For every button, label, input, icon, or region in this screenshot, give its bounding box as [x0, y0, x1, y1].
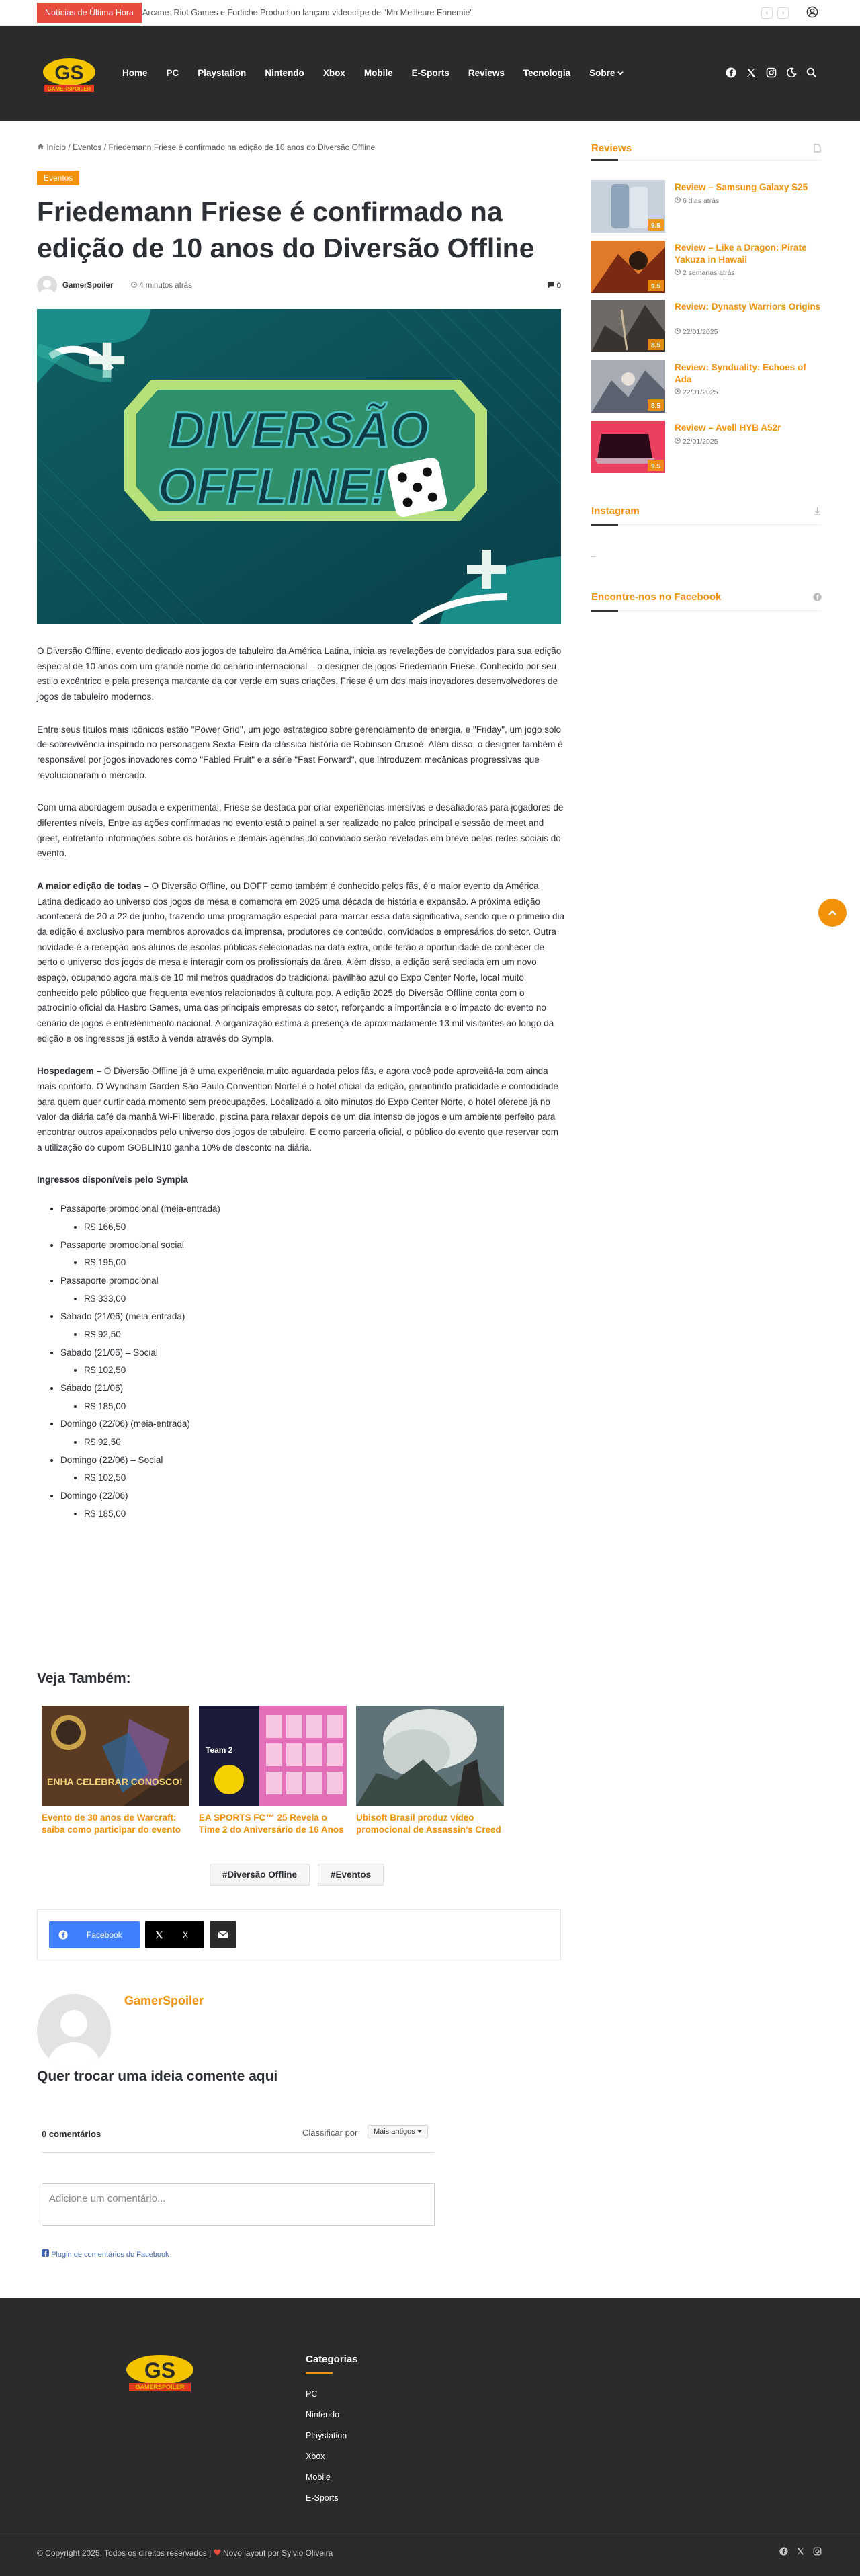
footer-accent-line [306, 2372, 333, 2374]
clock-icon [675, 388, 681, 394]
sort-select-value: Mais antigos [374, 2128, 415, 2136]
sidebar-accent-line [591, 159, 618, 161]
review-title: Review – Avell HYB A52r [675, 423, 781, 433]
review-title: Review: Synduality: Echoes of Ada [675, 362, 806, 384]
comments-count: 0 [556, 282, 561, 290]
review-date-text: 22/01/2025 [682, 388, 718, 397]
author-box-avatar[interactable] [37, 1994, 111, 2068]
back-to-top-button[interactable] [818, 899, 847, 927]
layout-credit: Novo layout por Sylvio Oliveira [222, 2548, 333, 2558]
footer-categories [306, 2389, 347, 2514]
share-email-button[interactable] [210, 1921, 236, 1948]
share-facebook-button[interactable] [49, 1921, 140, 1948]
related-post-image [42, 1706, 189, 1806]
x-twitter-icon [155, 1930, 164, 1940]
nav-xbox[interactable]: Xbox [322, 68, 345, 78]
review-date-text: 6 dias atrás [682, 197, 720, 205]
related-posts [42, 1706, 504, 1836]
review-score: 8.5 [651, 342, 660, 349]
related-post-image-text: ENHA CELEBRAR CONOSCO! [47, 1776, 183, 1787]
facebook-icon [813, 593, 822, 601]
review-date [675, 269, 735, 277]
comments-total: 0 comentários [42, 2129, 101, 2139]
ticket-name: Domingo (22/06) [60, 1490, 128, 1501]
logo-subtext: GAMERSPOILER [47, 86, 91, 92]
ticket-item [60, 1489, 564, 1522]
review-title: Review – Samsung Galaxy S25 [675, 182, 808, 192]
ticket-name: Sábado (21/06) [60, 1382, 124, 1393]
ticker-prev-button[interactable]: ‹ [761, 7, 773, 19]
nav-reviews[interactable]: Reviews [468, 68, 505, 78]
related-post-image [356, 1706, 504, 1806]
chevron-down-icon [617, 70, 624, 76]
instagram-icon[interactable] [766, 67, 777, 78]
facebook-square-icon [42, 2249, 49, 2257]
nav-sobre-label: Sobre [589, 68, 615, 78]
sort-label: Classificar por [302, 2128, 358, 2138]
copyright [37, 2548, 333, 2558]
ticket-price: • R$ 195,00 [84, 1255, 564, 1271]
ticket-name: Sábado (21/06) – Social [60, 1347, 158, 1358]
review-thumbnail [591, 421, 665, 473]
facebook-plugin-text: Plugin de comentários do Facebook [51, 2251, 169, 2259]
facebook-icon [58, 1930, 68, 1940]
chevron-up-icon [828, 908, 837, 917]
post-time-text: 4 minutos atrás [139, 282, 192, 290]
review-date-text: 22/01/2025 [682, 328, 718, 336]
page-title: Friedemann Friese é confirmado na edição de 10 anos do Diversão Offline [37, 196, 535, 264]
review-score: 9.5 [651, 222, 660, 230]
ticket-price: • R$ 102,50 [84, 1470, 564, 1486]
article-body [37, 644, 564, 1524]
sort-select[interactable] [368, 2125, 428, 2138]
related-post-image [199, 1706, 347, 1806]
footer-category-xbox[interactable]: Xbox [306, 2452, 325, 2461]
review-title: Review: Dynasty Warriors Origins [675, 302, 821, 312]
logo-text: GS [54, 62, 84, 84]
sidebar-divider [591, 524, 822, 525]
breadcrumb-home[interactable]: Início [46, 142, 67, 152]
download-icon [813, 507, 822, 515]
ticket-item [60, 1274, 564, 1306]
main-nav [113, 26, 633, 121]
review-date [675, 328, 718, 336]
sidebar-accent-line [591, 524, 618, 526]
footer-logo-subtext: GAMERSPOILER [135, 2384, 185, 2391]
related-post[interactable] [42, 1706, 189, 1836]
clock-icon [131, 282, 137, 288]
clock-icon [675, 328, 681, 334]
avatar-placeholder-icon [37, 276, 57, 296]
document-icon [813, 144, 822, 153]
breadcrumb-separator: / [103, 142, 107, 152]
review-score: 8.5 [651, 403, 660, 410]
breaking-news-bar [0, 0, 860, 26]
ticket-name: Passaporte promocional (meia-entrada) [60, 1204, 220, 1214]
nav-home[interactable]: Home [122, 68, 148, 78]
ticket-item [60, 1453, 564, 1486]
facebook-comments [42, 2120, 435, 2261]
nav-esports[interactable]: E-Sports [411, 68, 449, 78]
post-meta [37, 276, 561, 296]
share-box [37, 1909, 561, 1960]
footer-bottom-bar [0, 2534, 860, 2576]
site-footer [0, 2298, 860, 2576]
hero-image [37, 309, 561, 624]
footer-categories-title: Categorias [306, 2354, 358, 2365]
breaking-news-link[interactable]: Arcane: Riot Games e Fortiche Production lançam videoclipe de "Ma Meilleure Ennemie" [142, 8, 473, 17]
author-name[interactable]: GamerSpoiler [62, 282, 114, 290]
tag-eventos[interactable]: #Eventos [318, 1864, 384, 1886]
review-thumbnail [591, 300, 665, 352]
avatar-placeholder-icon [37, 1994, 111, 2068]
footer-category-nintendo[interactable]: Nintendo [306, 2410, 340, 2419]
ticket-item [60, 1345, 564, 1378]
review-thumbnail [591, 360, 665, 413]
facebook-plugin-link[interactable] [42, 2249, 169, 2259]
post-tags [210, 1864, 384, 1886]
see-also-heading: Veja Também: [37, 1671, 131, 1686]
breadcrumb-category[interactable]: Eventos [73, 142, 102, 152]
email-icon [218, 1930, 228, 1940]
ticket-price: • R$ 102,50 [84, 1363, 564, 1378]
related-post[interactable] [199, 1706, 347, 1836]
paragraph-text: O Diversão Offline já é uma experiência muito aguardada pelos fãs, e agora você pode aproveitá-la com ainda mais conforto. O Wyndham Garden São Paulo Convention Nortel é o hotel oficial da edição, garantindo praticidade e comodidade para quem quer curtir cada momento sem preocupações. Localizado a oito minutos do Expo Center Norte, o hotel oferece já no valor da diária café da manhã Wi-Fi liberado, piscina para relaxar depois de um dia intenso de jogos e um ambiente perfeito para encontrar outros apaixonados pelo universo dos jogos de tabuleiro. E como parceria oficial, o público do evento que reservar com a utilização do cupom GOBLIN10 ganha 10% de desconto na diária. [37, 1066, 558, 1153]
hero-text-line2: OFFLINE! [157, 459, 387, 515]
ticket-price: • R$ 92,50 [84, 1327, 564, 1343]
review-score: 9.5 [651, 463, 660, 470]
review-item[interactable] [591, 421, 822, 474]
hero-text-line1: DIVERSÃO [169, 402, 429, 458]
nav-tecnologia[interactable]: Tecnologia [523, 68, 571, 78]
author-box-name[interactable]: GamerSpoiler [124, 1994, 204, 2007]
review-item[interactable] [591, 241, 822, 294]
clock-icon [675, 269, 681, 275]
paragraph-lead: Hospedagem – [37, 1066, 102, 1077]
review-thumbnail [591, 241, 665, 293]
ticket-list [60, 1202, 564, 1522]
footer-category-playstation[interactable]: Playstation [306, 2431, 347, 2440]
review-date [675, 197, 719, 205]
ticket-price: • R$ 166,50 [84, 1220, 564, 1235]
home-icon [37, 143, 44, 150]
sidebar-facebook-title: Encontre-nos no Facebook [591, 591, 722, 603]
related-post[interactable] [356, 1706, 504, 1836]
ticket-item [60, 1202, 564, 1235]
article-paragraph: O Diversão Offline, evento dedicado aos jogos de tabuleiro da América Latina, inicia as revelações de convidados para sua edição especial de 10 anos com um grande nome do cenário internacional – o designer de jogos Friedemann Friese. Conhecido por seu estilo excêntrico e pela presença marcante da cor verde em suas criações, Friese é um dos mais inovadores desenvolvedores de jogos de tabuleiro modernos. [37, 646, 562, 702]
review-date-text: 2 semanas atrás [682, 269, 735, 277]
dark-mode-icon[interactable] [786, 67, 797, 78]
share-x-button[interactable] [145, 1921, 204, 1948]
review-item[interactable] [591, 180, 822, 234]
footer-category-mobile[interactable]: Mobile [306, 2473, 331, 2482]
article-paragraph [37, 1064, 564, 1155]
search-icon[interactable] [806, 67, 817, 78]
review-date [675, 388, 718, 397]
related-post-title: Evento de 30 anos de Warcraft: saiba como participar do evento [42, 1813, 181, 1835]
footer-logo-text: GS [144, 2358, 176, 2382]
review-date [675, 438, 718, 446]
ticket-price: • R$ 185,00 [84, 1507, 564, 1522]
review-thumbnail [591, 180, 665, 233]
ticket-name: Domingo (22/06) (meia-entrada) [60, 1419, 190, 1429]
comments-heading: Quer trocar uma ideia comente aqui [37, 2069, 278, 2084]
share-facebook-label: Facebook [87, 1930, 122, 1940]
nav-pc[interactable]: PC [166, 68, 179, 78]
sidebar-divider [591, 160, 822, 161]
footer-category-esports[interactable]: E-Sports [306, 2493, 339, 2503]
ticket-item [60, 1381, 564, 1414]
paragraph-text: O Diversão Offline, ou DOFF como também é conhecido pelos fãs, é o maior evento da América Latina dedicado ao universo dos jogos de mesa e comemora em 2025 uma década de história e expansão. A próxima edição acontecerá de 20 a 22 de junho, trazendo uma programação especial para marcar essa data significativa, sendo que o primeiro dia da edição é exclusivo para membros aprovados da imprensa, produtores de conteúdo, convidados e empresários do setor. Outra novidade é a recepção aos alunos de escolas públicas selecionadas na data extra, onde terão a oportunidade de conhecer de perto o universo dos jogos de mesa e interagir com os profissionais da área. Além disso, a edição será sediada em um novo espaço, ocupando agora mais de 10 mil metros quadrados do tradicional pavilhão azul do Expo Center Norte, local muito conhecido pelo público que frequenta eventos relacionados à cultura pop. A edição 2025 do Diversão Offline conta com o patrocínio oficial da Hasbro Games, uma das principais empresas do setor, reforçando a importância e o impacto do evento no cenário de jogos e entretenimento nacional. A organização estima a presença de aproximadamente 13 mil visitantes ao longo da edição e os ingressos já estão à venda através do Sympla. [37, 881, 564, 1044]
site-logo[interactable] [42, 54, 97, 93]
instagram-empty: – [591, 551, 596, 560]
sidebar-instagram-title: Instagram [591, 505, 640, 517]
ticket-name: Domingo (22/06) – Social [60, 1454, 163, 1465]
article-paragraph: Com uma abordagem ousada e experimental, Friese se destaca por criar experiências imersivas e desafiadoras para jogadores de diferentes níveis. Entre as ações confirmadas no evento está o painel a ser realizado no palco principal e sessão de meet and greet, entretanto informações sobre os horários e demais agendas do convidado serão reveladas em breve pelas redes sociais do evento. [37, 802, 564, 859]
post-time [131, 282, 192, 290]
ticker-next-button[interactable]: › [777, 7, 789, 19]
header-icons [726, 67, 817, 78]
footer-separator: | [209, 2548, 212, 2558]
nav-mobile[interactable]: Mobile [363, 68, 393, 78]
review-score: 9.5 [651, 283, 660, 290]
clock-icon [675, 197, 681, 203]
nav-sobre[interactable] [580, 26, 633, 121]
sidebar-reviews-title: Reviews [591, 142, 632, 154]
tag-diversao-offline[interactable]: #Diversão Offline [210, 1864, 310, 1886]
footer-social-icons [779, 2547, 822, 2556]
ticket-item [60, 1238, 564, 1271]
sidebar-accent-line [591, 610, 618, 612]
comments-count-link[interactable] [547, 282, 561, 290]
facebook-icon[interactable] [726, 67, 736, 78]
x-twitter-icon[interactable] [746, 67, 757, 78]
ticket-price: • R$ 185,00 [84, 1399, 564, 1415]
author-avatar[interactable] [37, 276, 57, 296]
copyright-text: © Copyright 2025, Todos os direitos reservados [37, 2548, 207, 2558]
breadcrumb-separator: / [68, 142, 71, 152]
ticket-price: • R$ 92,50 [84, 1435, 564, 1450]
comment-icon [547, 282, 554, 288]
review-date-text: 22/01/2025 [682, 438, 718, 446]
ticket-item [60, 1417, 564, 1450]
review-item[interactable] [591, 300, 822, 354]
comments-divider [42, 2152, 435, 2153]
comment-input[interactable]: Adicione um comentário... [42, 2183, 435, 2226]
related-post-title: EA SPORTS FC™ 25 Revela o Time 2 do Aniversário de 16 Anos [199, 1813, 344, 1835]
breadcrumb-current: Friedemann Friese é confirmado na edição de 10 anos do Diversão Offline [108, 142, 376, 152]
clock-icon [675, 438, 681, 444]
article-paragraph [37, 879, 564, 1046]
review-title: Review – Like a Dragon: Pirate Yakuza in Hawaii [675, 243, 807, 265]
nav-playstation[interactable]: Playstation [198, 68, 247, 78]
user-account-icon[interactable] [806, 6, 818, 18]
instagram-icon[interactable] [813, 2547, 822, 2556]
breaking-news-label: Notícias de Última Hora [37, 3, 142, 23]
paragraph-lead: A maior edição de todas – [37, 881, 149, 892]
footer-logo[interactable] [120, 2351, 200, 2393]
site-header [0, 26, 860, 121]
ticket-name: Passaporte promocional [60, 1275, 159, 1286]
nav-nintendo[interactable]: Nintendo [265, 68, 304, 78]
heart-icon [214, 2549, 221, 2556]
review-item[interactable] [591, 360, 822, 414]
sidebar-divider [591, 610, 822, 611]
tickets-heading: Ingressos disponíveis pelo Sympla [37, 1175, 189, 1186]
related-post-title: Ubisoft Brasil produz vídeo promocional de Assassin's Creed [356, 1813, 501, 1835]
x-twitter-icon[interactable] [796, 2547, 805, 2556]
related-post-image-text: Team 2 [206, 1745, 233, 1755]
facebook-icon[interactable] [779, 2547, 788, 2556]
ticket-name: Sábado (21/06) (meia-entrada) [60, 1311, 185, 1322]
caret-down-icon [417, 2130, 422, 2134]
author-box [37, 1994, 561, 2068]
category-badge[interactable]: Eventos [37, 171, 79, 185]
share-x-label: X [183, 1930, 189, 1940]
article-paragraph: Entre seus títulos mais icônicos estão "Power Grid", um jogo estratégico sobre gerenciamento de energia, e "Friday", um jogo solo de sobrevivência inspirado no personagem Sexta-Feira da clássica história de Robinson Crusoé. Além disso, o designer também é responsável por jogos inovadores como "Fabled Fruit" e a série "Fast Forward", que introduzem mecânicas progressivas que revolucionaram o mercado. [37, 724, 563, 780]
ticket-price: • R$ 333,00 [84, 1292, 564, 1307]
ticket-name: Passaporte promocional social [60, 1239, 184, 1250]
footer-category-pc[interactable]: PC [306, 2389, 318, 2399]
breadcrumb [37, 142, 375, 152]
ticket-item [60, 1309, 564, 1342]
